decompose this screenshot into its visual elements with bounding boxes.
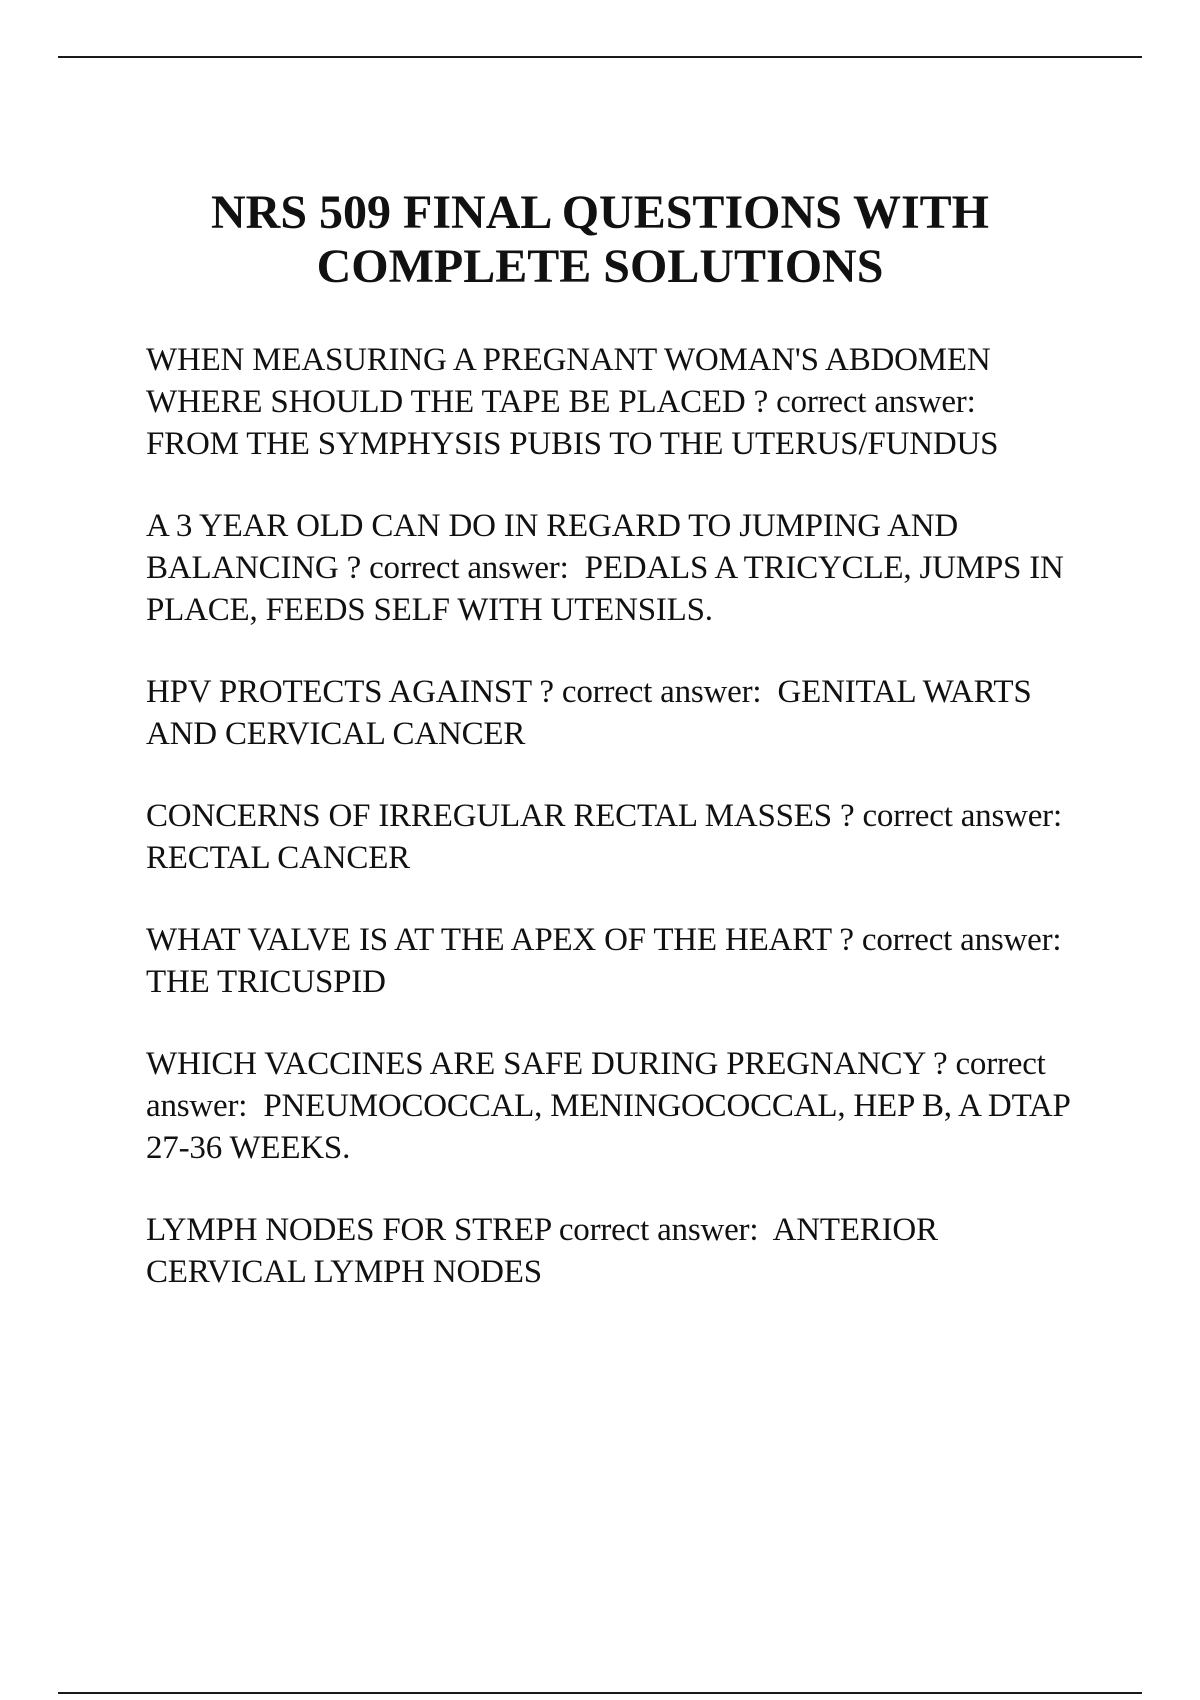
answer-label: correct answer: (862, 798, 1062, 834)
answer-text: PEDALS A TRICYCLE, JUMPS IN PLACE, FEEDS SELF WITH UTENSILS. (146, 550, 1064, 628)
top-rule (58, 56, 1142, 58)
qa-list (146, 339, 1076, 1333)
question-text: WHEN MEASURING A PREGNANT WOMAN'S ABDOMEN WHERE SHOULD THE TAPE BE PLACED ? (146, 342, 991, 420)
qa-item (146, 339, 1076, 465)
qa-item (146, 795, 1076, 879)
qa-item (146, 1043, 1076, 1169)
question-text: WHICH VACCINES ARE SAFE DURING PREGNANCY ? (146, 1046, 948, 1082)
answer-label: correct answer: (369, 550, 569, 586)
question-text: CONCERNS OF IRREGULAR RECTAL MASSES ? (146, 798, 855, 834)
question-text: HPV PROTECTS AGAINST ? (146, 674, 554, 710)
qa-item (146, 1209, 1076, 1293)
answer-text: PNEUMOCOCCAL, MENINGOCOCCAL, HEP B, A DTAP 27-36 WEEKS. (146, 1088, 1070, 1166)
question-text: LYMPH NODES FOR STREP (146, 1212, 551, 1248)
question-text: A 3 YEAR OLD CAN DO IN REGARD TO JUMPING AND BALANCING ? (146, 508, 958, 586)
answer-label: correct answer: (146, 1046, 1046, 1124)
answer-text: RECTAL CANCER (146, 840, 410, 876)
page-title (100, 186, 1100, 294)
answer-label: correct answer: (776, 384, 976, 420)
qa-item (146, 671, 1076, 755)
answer-label: correct answer: (561, 674, 762, 710)
question-text: WHAT VALVE IS AT THE APEX OF THE HEART ? (146, 922, 854, 958)
answer-text: ANTERIOR CERVICAL LYMPH NODES (146, 1212, 938, 1290)
page-title-line-2: COMPLETE SOLUTIONS (316, 240, 884, 293)
bottom-rule (58, 1692, 1142, 1694)
qa-item (146, 505, 1076, 631)
page-title-line-1: NRS 509 FINAL QUESTIONS WITH (211, 186, 989, 239)
answer-label: correct answer: (861, 922, 1062, 958)
answer-label: correct answer: (558, 1212, 759, 1248)
answer-text: FROM THE SYMPHYSIS PUBIS TO THE UTERUS/FUNDUS (146, 426, 999, 462)
answer-text: THE TRICUSPID (146, 964, 386, 1000)
qa-item (146, 919, 1076, 1003)
answer-text: GENITAL WARTS AND CERVICAL CANCER (146, 674, 1032, 752)
